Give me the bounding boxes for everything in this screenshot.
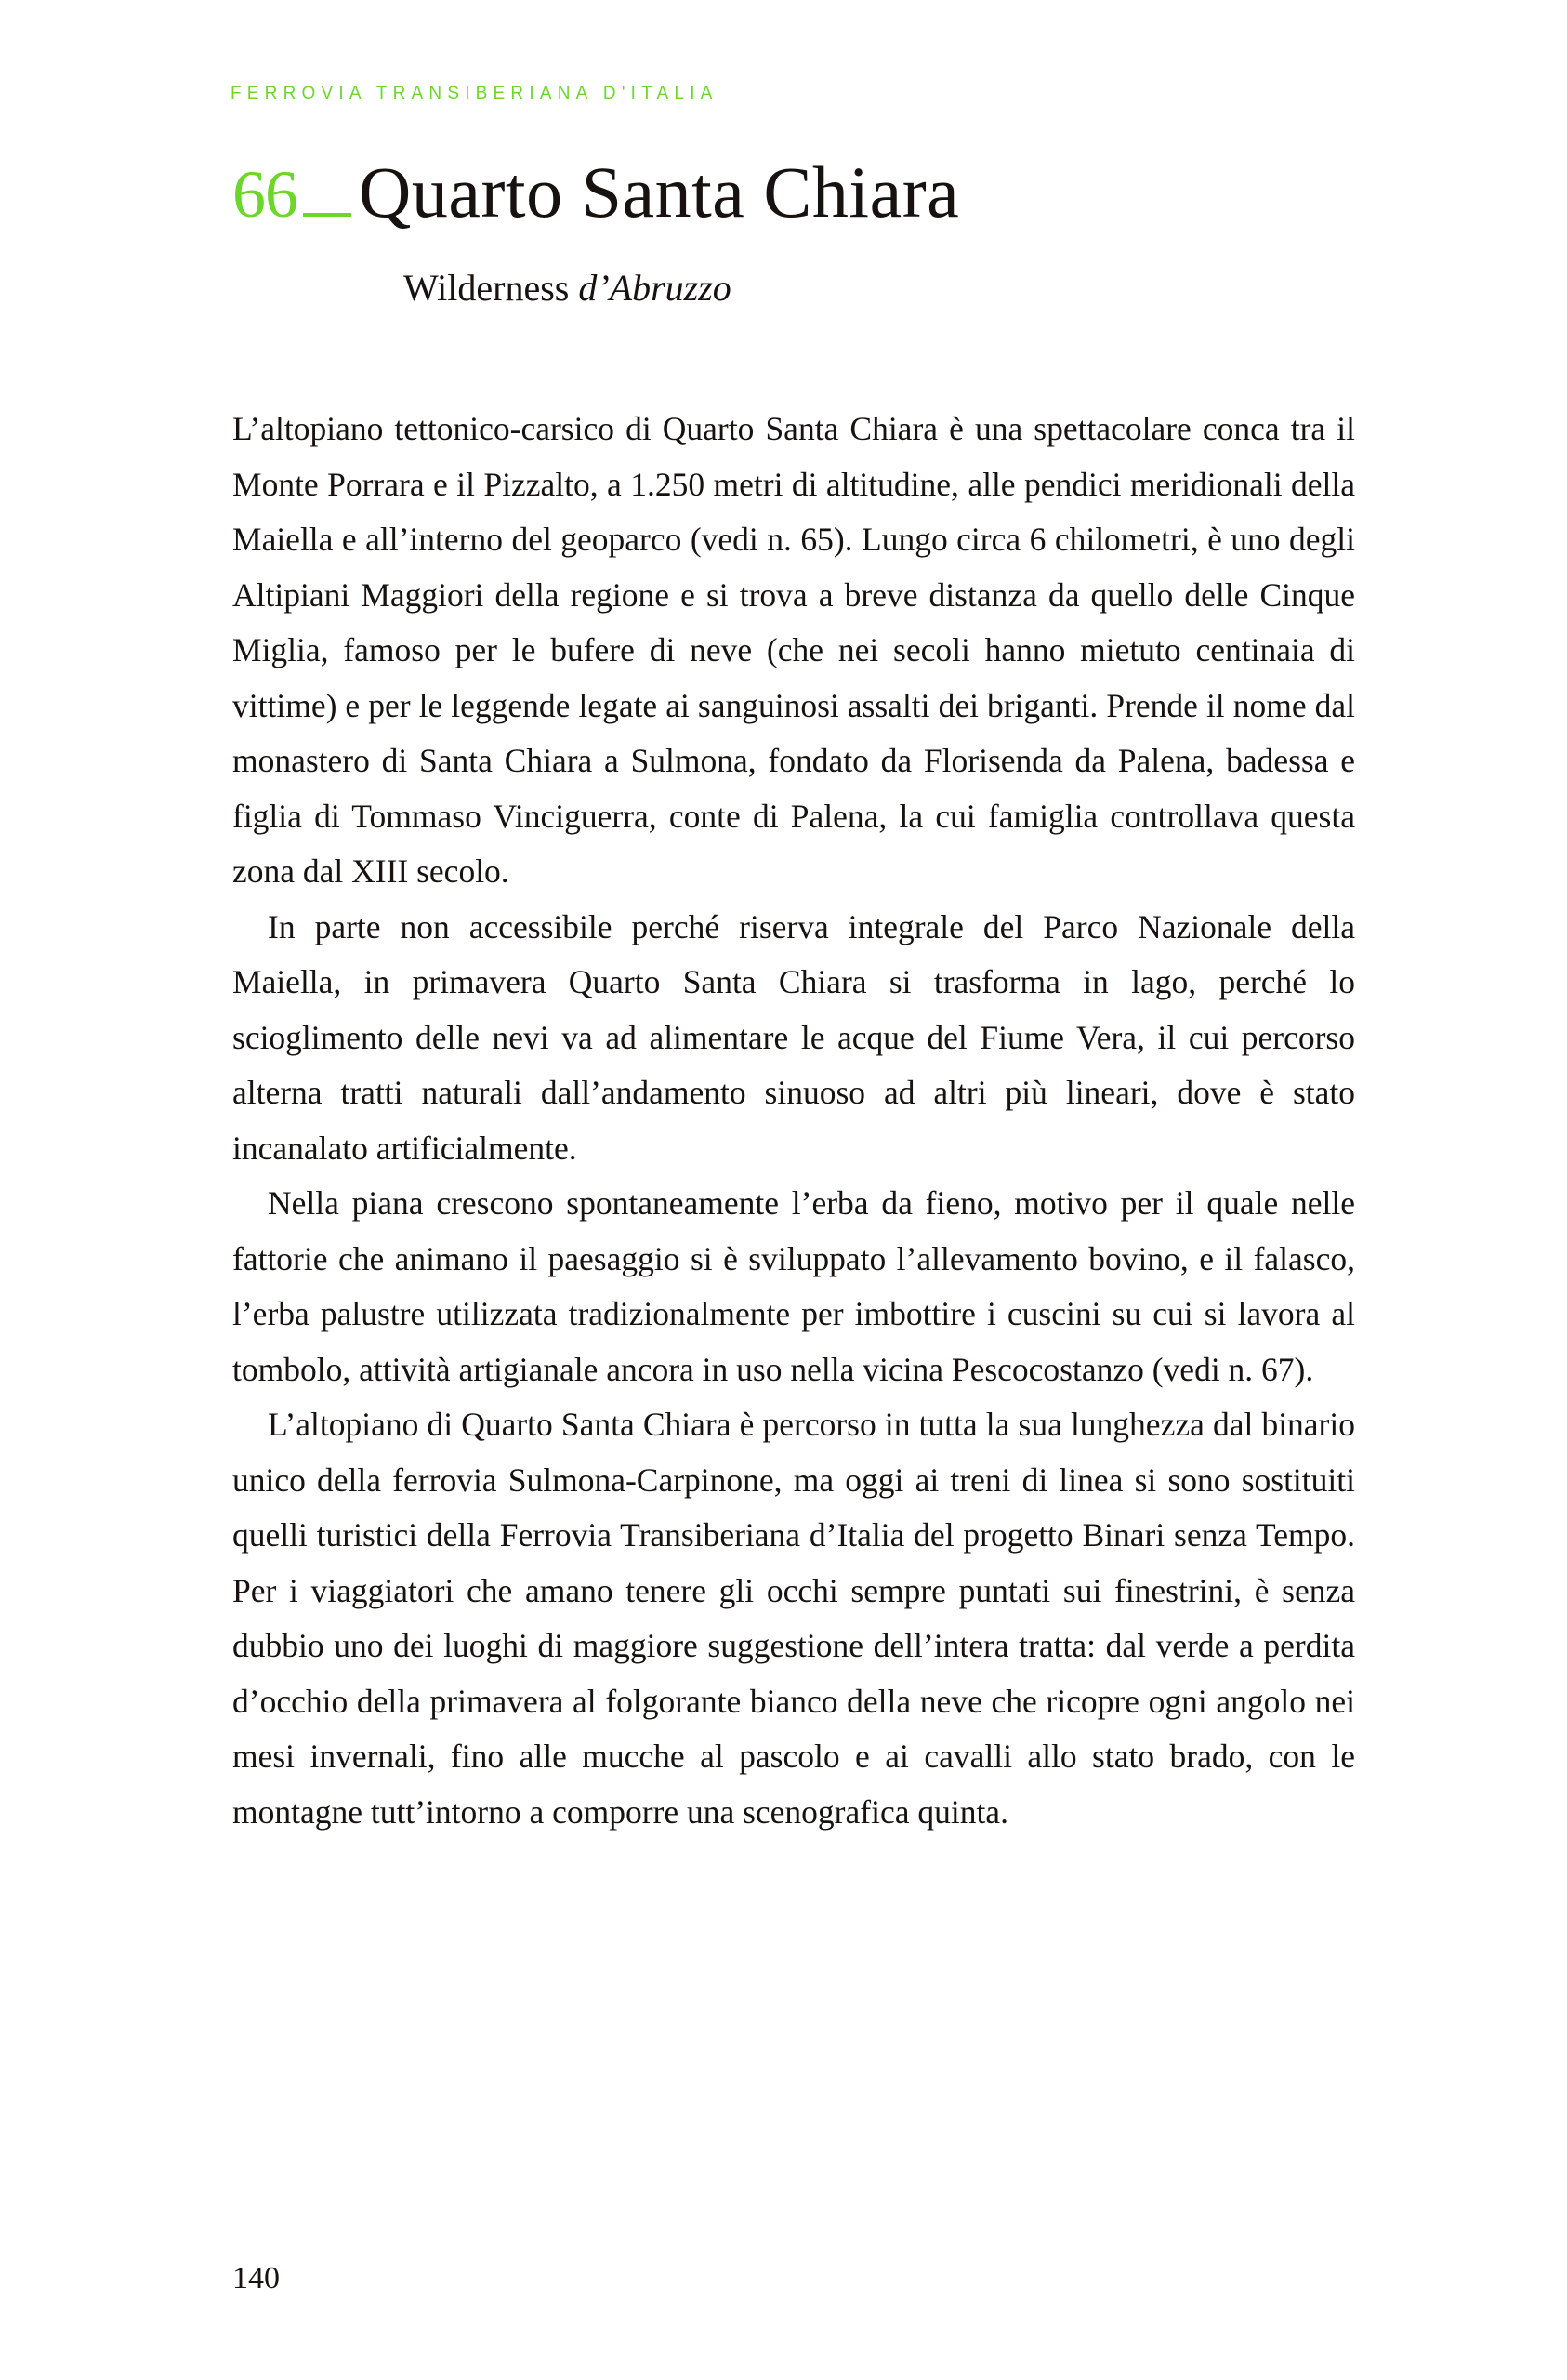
- paragraph: In parte non accessibile perché riserva integrale del Parco Nazionale della Maiella, in primavera Quarto Santa Chiara si trasforma in lago, perché lo scioglimento delle nevi va ad alimentare le acque del Fiume Vera, il cui percorso alterna tratti naturali dall’andamento sinuoso ad altri più lineari, dove è stato incanalato artificialmente.: [232, 907, 1355, 1167]
- paragraph: L’altopiano tettonico-carsico di Quarto Santa Chiara è una spettacolare conca tra il Monte Porrara e il Pizzalto, a 1.250 metri di altitudine, alle pendici meridionali della Maiella e all’interno del geoparco (vedi n. 65). Lungo circa 6 chilometri, è uno degli Altipiani Maggiori della regione e si trova a breve distanza da quello delle Cinque Miglia, famoso per le bufere di neve (che nei secoli hanno mietuto centinaia di vittime) e per le leggende legate ai sanguinosi assalti dei briganti. Prende il nome dal monastero di Santa Chiara a Sulmona, fondato da Florisenda da Palena, badessa e figlia di Tommaso Vinciguerra, conte di Palena, la cui famiglia controllava questa zona dal XIII secolo.: [232, 410, 1355, 890]
- subtitle-roman: Wilderness: [403, 267, 579, 309]
- running-header: FERROVIA TRANSIBERIANA D'ITALIA: [230, 84, 718, 103]
- subtitle-italic: d’Abruzzo: [578, 267, 731, 309]
- title-rule-icon: [303, 213, 351, 217]
- chapter-title-row: [232, 152, 960, 232]
- page-number: 140: [232, 2261, 280, 2295]
- paragraph: Nella piana crescono spontaneamente l’erba da fieno, motivo per il quale nelle fattorie che animano il paesaggio si è sviluppato l’allevamento bovino, e il falasco, l’erba palustre utilizzata tradizionalmente per imbottire i cuscini su cui si lavora al tombolo, attività artigianale ancora in uso nella vicina Pescocostanzo (vedi n. 67).: [232, 1184, 1355, 1388]
- paragraph: L’altopiano di Quarto Santa Chiara è percorso in tutta la sua lunghezza dal binario unico della ferrovia Sulmona-Carpinone, ma oggi ai treni di linea si sono sostituiti quelli turistici della Ferrovia Transiberiana d’Italia del progetto Binari senza Tempo. Per i viaggiatori che amano tenere gli occhi sempre puntati sui finestrini, è senza dubbio uno dei luoghi di maggiore suggestione dell’intera tratta: dal verde a perdita d’occhio della primavera al folgorante bianco della neve che ricopre ogni angolo nei mesi invernali, fino alle mucche al pascolo e ai cavalli allo stato brado, con le montagne tutt’intorno a comporre una scenografica quinta.: [232, 1406, 1355, 1831]
- page-title: Quarto Santa Chiara: [359, 152, 960, 232]
- body-text: [232, 402, 1355, 1840]
- chapter-subtitle: [403, 266, 731, 310]
- chapter-number: 66: [232, 157, 297, 231]
